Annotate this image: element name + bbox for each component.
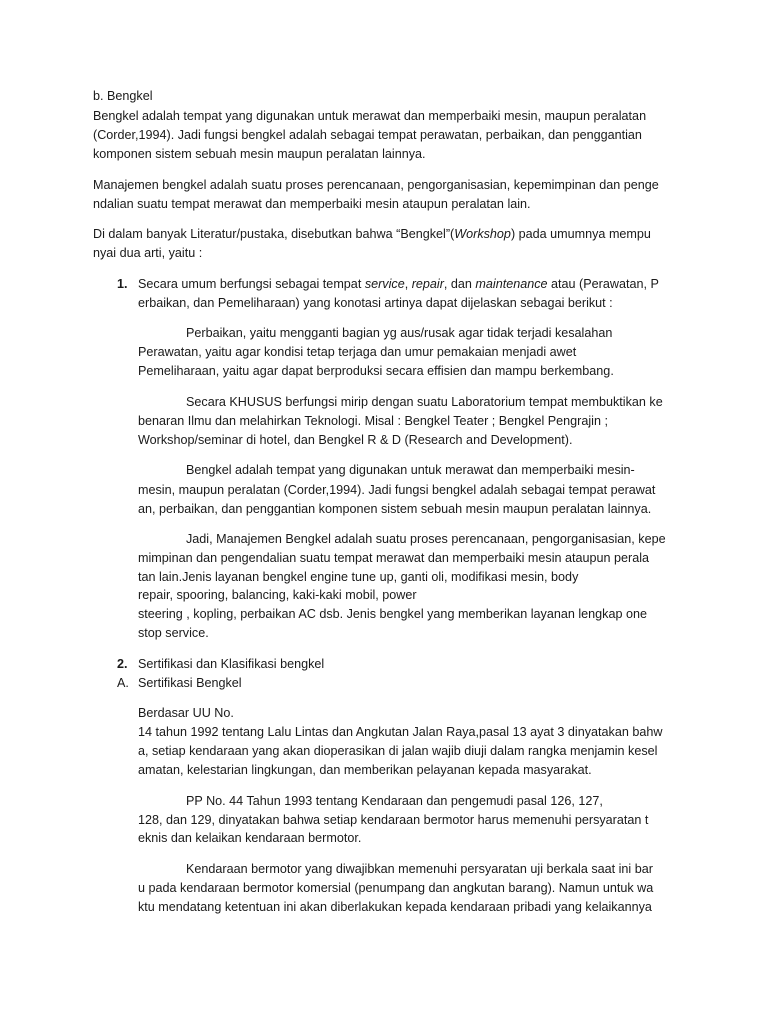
paragraph-line: stop service. [138,626,209,640]
paragraph-line: mimpinan dan pengendalian suatu tempat merawat dan memperbaiki mesin ataupun perala [138,551,650,565]
paragraph-line [93,226,651,242]
paragraph-line: repair, spooring, balancing, kaki-kaki mobil, power [138,588,417,602]
paragraph-line: Manajemen bengkel adalah suatu proses perencanaan, pengorganisasian, kepemimpinan dan penge [93,178,659,192]
paragraph-line: nyai dua arti, yaitu : [93,246,203,260]
text-run-italic: Workshop [454,227,511,241]
paragraph-line: mesin, maupun peralatan (Corder,1994). Jadi fungsi bengkel adalah sebagai tempat perawat [138,483,656,497]
paragraph-line: ndalian suatu tempat merawat dan memperbaiki mesin ataupun peralatan lain. [93,197,531,211]
text-run: atau (Perawatan, P [547,277,659,291]
text-run: Di dalam banyak Literatur/pustaka, disebutkan bahwa “Bengkel”( [93,227,455,241]
text-run-italic: service [364,277,405,291]
paragraph-line: u pada kendaraan bermotor komersial (penumpang dan angkutan barang). Namun untuk wa [138,881,654,895]
paragraph-line: benaran Ilmu dan melahirkan Teknologi. Misal : Bengkel Teater ; Bengkel Pengrajin ; [138,414,608,428]
list-item-line: erbaikan, dan Pemeliharaan) yang konotasi artinya dapat dijelaskan sebagai berikut : [138,296,613,310]
paragraph-line: Bengkel adalah tempat yang digunakan untuk merawat dan memperbaiki mesin, maupun peralatan [93,109,647,123]
definition-line: Perbaikan, yaitu mengganti bagian yg aus/rusak agar tidak terjadi kesalahan [186,326,613,340]
text-run: ) pada umumnya mempu [510,227,651,241]
paragraph-line: tan lain.Jenis layanan bengkel engine tune up, ganti oli, modifikasi mesin, body [138,570,579,584]
paragraph-line: Secara KHUSUS berfungsi mirip dengan suatu Laboratorium tempat membuktikan ke [186,395,663,409]
paragraph-line: an, perbaikan, dan penggantian komponen sistem sebuah mesin maupun peralatan lainnya. [138,502,652,516]
paragraph-line: amatan, kelestarian lingkungan, dan memberikan pelayanan kepada masyarakat. [138,763,592,777]
definition-line: Pemeliharaan, yaitu agar dapat berproduksi secara effisien dan mampu berkembang. [138,364,614,378]
text-run: Secara umum berfungsi sebagai tempat [138,277,365,291]
text-run-italic: maintenance [475,277,548,291]
text-run: , [404,277,412,291]
text-run: , dan [443,277,476,291]
list-item-line: Sertifikasi dan Klasifikasi bengkel [138,657,325,671]
paragraph-line: Berdasar UU No. [138,706,234,720]
paragraph-line: a, setiap kendaraan yang akan dioperasikan di jalan wajib diuji dalam rangka menjamin kesel [138,744,658,758]
paragraph-line: ktu mendatang ketentuan ini akan diberlakukan kepada kendaraan pribadi yang kelaikannya [138,900,652,914]
definition-line: Perawatan, yaitu agar kondisi tetap terjaga dan umur pemakaian menjadi awet [138,345,577,359]
paragraph-line: Jadi, Manajemen Bengkel adalah suatu proses perencanaan, pengorganisasian, kepe [186,532,666,546]
list-number: 1. [117,277,128,291]
paragraph-line: eknis dan kelaikan kendaraan bermotor. [138,831,362,845]
paragraph-line: Bengkel adalah tempat yang digunakan untuk merawat dan memperbaiki mesin- [186,463,635,477]
paragraph-line: PP No. 44 Tahun 1993 tentang Kendaraan dan pengemudi pasal 126, 127, [186,794,603,808]
paragraph-line: Kendaraan bermotor yang diwajibkan memenuhi persyaratan uji berkala saat ini bar [186,862,653,876]
text-run-italic: repair [411,277,444,291]
paragraph-line: 128, dan 129, dinyatakan bahwa setiap kendaraan bermotor harus memenuhi persyaratan t [138,813,649,827]
list-item-line [138,276,659,292]
paragraph-line: komponen sistem sebuah mesin maupun peralatan lainnya. [93,147,426,161]
list-number: 2. [117,657,128,671]
paragraph-line: Workshop/seminar di hotel, dan Bengkel R & D (Research and Development). [138,433,573,447]
paragraph-line: (Corder,1994). Jadi fungsi bengkel adalah sebagai tempat perawatan, perbaikan, dan penggantian [93,128,642,142]
paragraph-line: 14 tahun 1992 tentang Lalu Lintas dan Angkutan Jalan Raya,pasal 13 ayat 3 dinyatakan bahw [138,725,663,739]
list-item-line: Sertifikasi Bengkel [138,676,242,690]
list-letter: A. [117,676,129,690]
paragraph-line: steering , kopling, perbaikan AC dsb. Jenis bengkel yang memberikan layanan lengkap one [138,607,647,621]
section-heading: b. Bengkel [93,89,153,103]
